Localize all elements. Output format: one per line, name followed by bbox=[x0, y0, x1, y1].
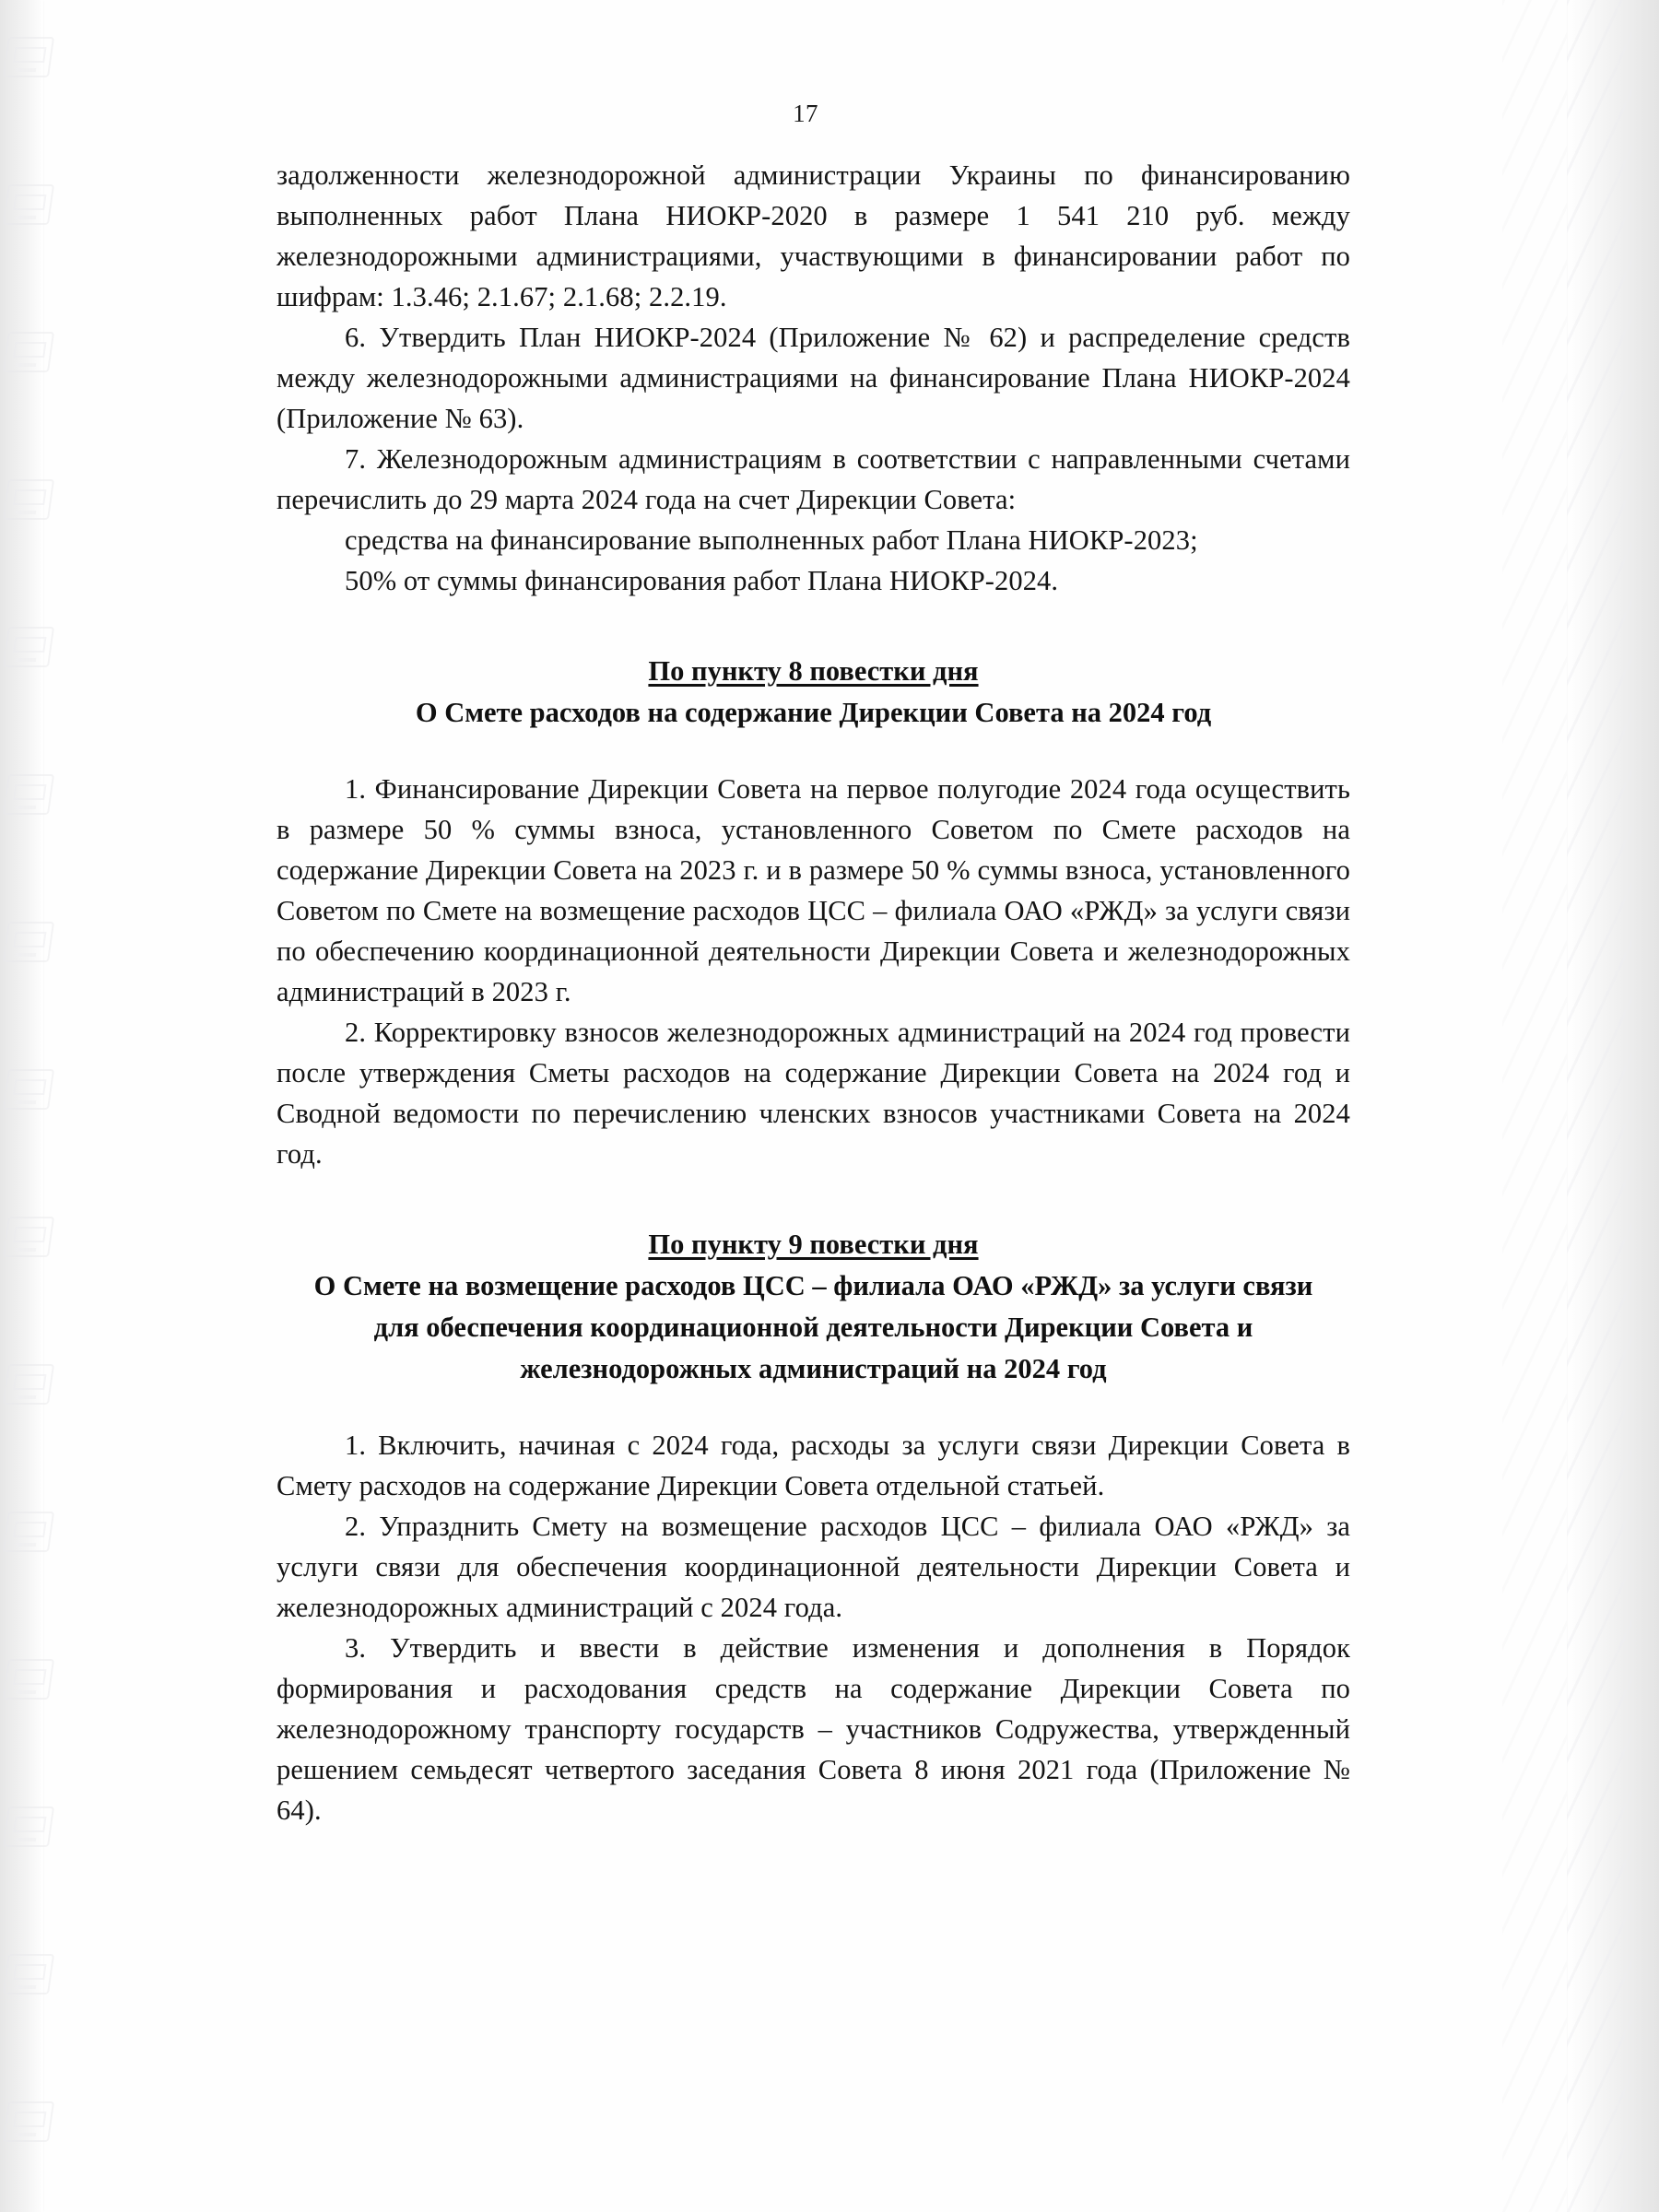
watermark-pattern-right bbox=[1567, 0, 1631, 2212]
page-sheet bbox=[44, 0, 1567, 2212]
section-9-title-line-2: для обеспечения координационной деятельности Дирекции Совета и bbox=[373, 1312, 1253, 1343]
spacer-before-section-9 bbox=[276, 1174, 1350, 1224]
paragraph-continued: задолженности железнодорожной администрации Украины по финансированию выполненных работ Плана НИОКР-2020 в размере 1 541 210 руб. между железнодорожными администрациями, участвующими в финансировании работ по шифрам: 1.3.46; 2.1.67; 2.1.68; 2.2.19. bbox=[276, 159, 1350, 312]
page-number: 17 bbox=[793, 100, 818, 127]
spacer-before-section-8 bbox=[276, 601, 1350, 651]
section-9-paragraph-3: 3. Утвердить и ввести в действие изменения и дополнения в Порядок формирования и расходования средств на содержание Дирекции Совета по железнодорожному транспорту государств – участников Содружества, утвержденный решением семьдесят четвертого заседания Совета 8 июня 2021 года (Приложение № 64). bbox=[276, 1632, 1350, 1826]
section-9-agenda-label: По пункту 9 повестки дня bbox=[648, 1229, 979, 1260]
paragraph-item-7-sub-2: 50% от суммы финансирования работ Плана НИОКР-2024. bbox=[345, 565, 1059, 596]
spacer-after-section-9-title bbox=[276, 1390, 1350, 1425]
paragraph-item-7: 7. Железнодорожным администрациям в соответствии с направленными счетами перечислить до 29 марта 2024 года на счет Дирекции Совета: bbox=[276, 443, 1350, 515]
section-8-paragraph-1: 1. Финансирование Дирекции Совета на первое полугодие 2024 года осуществить в размере 50 % суммы взноса, установленного Советом по Смете расходов на содержание Дирекции Совета на 2023 г. и в размере 50 % суммы взноса, установленного Советом по Смете на возмещение расходов ЦСС – филиала ОАО «РЖД» за услуги связи по обеспечению координационной деятельности Дирекции Совета и железнодорожных администраций в 2023 г. bbox=[276, 773, 1350, 1007]
paragraph-item-7-sub-1: средства на финансирование выполненных работ Плана НИОКР-2023; bbox=[345, 524, 1198, 556]
paragraph-item-6: 6. Утвердить План НИОКР-2024 (Приложение № 62) и распределение средств между железнодорожными администрациями на финансирование Плана НИОКР-2024 (Приложение № 63). bbox=[276, 322, 1350, 434]
section-8-agenda-label: По пункту 8 повестки дня bbox=[648, 655, 979, 687]
page-body bbox=[276, 155, 1350, 1830]
section-9-title-line-3: железнодорожных администраций на 2024 год bbox=[520, 1353, 1107, 1384]
section-9-paragraph-1: 1. Включить, начиная с 2024 года, расходы за услуги связи Дирекции Совета в Смету расходов на содержание Дирекции Совета отдельной статьей. bbox=[276, 1430, 1350, 1501]
section-9-title-line-1: О Смете на возмещение расходов ЦСС – филиала ОАО «РЖД» за услуги связи bbox=[313, 1270, 1313, 1301]
section-8-paragraph-2: 2. Корректировку взносов железнодорожных администраций на 2024 год провести после утверждения Сметы расходов на содержание Дирекции Совета на 2024 год и Сводной ведомости по перечислению членских взносов участниками Совета на 2024 год. bbox=[276, 1017, 1350, 1170]
section-8-title: О Смете расходов на содержание Дирекции Совета на 2024 год bbox=[415, 697, 1212, 728]
section-9-paragraph-2: 2. Упразднить Смету на возмещение расходов ЦСС – филиала ОАО «РЖД» за услуги связи для обеспечения координационной деятельности Дирекции Совета и железнодорожных администраций с 2024 года. bbox=[276, 1511, 1350, 1623]
spacer-after-section-8-title bbox=[276, 734, 1350, 769]
